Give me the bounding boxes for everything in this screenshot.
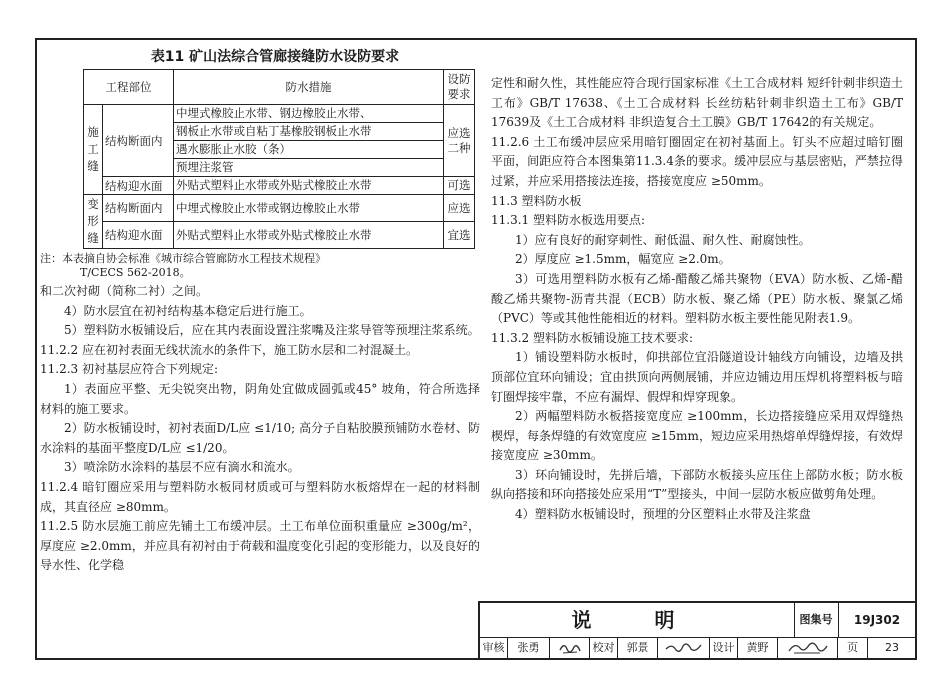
- table-cell-part: 结构断面内: [103, 195, 174, 222]
- table-cell-part: 结构断面内: [103, 105, 174, 177]
- page-label: 页: [838, 637, 868, 659]
- paragraph: 11.2.5 防水层施工前应先铺土工布缓冲层。土工布单位面积重量应 ≥300g/m²，厚度应 ≥2.0mm，并应具有初衬由于荷载和温度变化引起的变形能力，以及良好的导水性、化学稳: [40, 519, 480, 573]
- paragraph: 11.3.2 塑料防水板铺设施工技术要求:: [491, 330, 694, 345]
- table-cell-measure: 外贴式塑料止水带或外贴式橡胶止水带: [174, 177, 444, 195]
- reviewer-name: 张勇: [508, 637, 550, 659]
- group-label-char: 形: [87, 214, 99, 228]
- group-label-char: 工: [87, 142, 99, 156]
- paragraph: 2）防水板铺设时，初衬表面D/L应 ≤1/10; 高分子自粘胶膜预铺防水卷材、防水涂料的基面平整度D/L应 ≤1/20。: [40, 421, 480, 455]
- construction-joint-label: [84, 105, 103, 195]
- waterproof-spec-table: [83, 69, 475, 249]
- note-line: T/CECS 562-2018。: [80, 266, 191, 279]
- header-req-line2: 要求: [447, 87, 471, 101]
- paragraph: 5）塑料防水板铺设后，应在其内表面设置注浆嘴及注浆导管等预埋注浆系统。: [64, 323, 480, 338]
- atlas-label: 图集号: [794, 603, 839, 638]
- header-part: 工程部位: [84, 70, 174, 105]
- group-label-char: 变: [87, 197, 99, 211]
- checker-signature: [658, 637, 710, 659]
- paragraph: 4）塑料防水板铺设时，预埋的分区塑料止水带及注浆盘: [515, 507, 811, 522]
- paragraph: 和二次衬砌（简称二衬）之间。: [40, 284, 209, 298]
- table-header-row: [84, 70, 475, 105]
- paragraph: 11.2.6 土工布缓冲层应采用暗钉圈固定在初衬基面上。钉头不应超过暗钉圈平面，间距应符合本图集第11.3.4条的要求。缓冲层应与基层密贴，严禁拉得过紧，并应采用搭接法连接，搭接宽度应 ≥50mm。: [491, 134, 903, 188]
- table-cell-measure: 钢板止水带或自粘丁基橡胶钢板止水带: [174, 123, 444, 141]
- check-label: 校对: [590, 637, 618, 659]
- paragraph: 1）应有良好的耐穿刺性、耐低温、耐久性、耐腐蚀性。: [515, 232, 811, 247]
- table-row: [84, 177, 475, 195]
- header-measure: 防水措施: [174, 70, 444, 105]
- paragraph: 3）可选用塑料防水板有乙烯-醋酸乙烯共聚物（EVA）防水板、乙烯-醋酸乙烯共聚物-沥青共混（ECB）防水板、聚乙烯（PE）防水板、聚氯乙烯（PVC）等或其他性能相近的材料。塑料防水板主要性能见附表1.9。: [491, 271, 903, 326]
- req-line: 二种: [447, 140, 471, 155]
- paragraph: 11.2.4 暗钉圈应采用与塑料防水板同材质或可与塑料防水板熔焊在一起的材料制成，其直径应 ≥80mm。: [40, 479, 480, 514]
- paragraph: 1）表面应平整、无尖锐突出物，阴角处宜做成圆弧或45° 坡角，符合所选择材料的施工要求。: [40, 381, 480, 416]
- group-label-char: 施: [87, 125, 99, 139]
- paragraph: 3）喷涂防水涂料的基层不应有滴水和流水。: [64, 460, 300, 475]
- design-label: 设计: [710, 637, 738, 659]
- paragraph: 定性和耐久性，其性能应符合现行国家标准《土工合成材料 短纤针刺非织造土工布》GB/T 17638、《土工合成材料 长丝纺粘针刺非织造土工布》GB/T 17639及《土工合成材料 非织造复合土工膜》GB/T 17642的有关规定。: [491, 76, 903, 130]
- paragraph: 2）厚度应 ≥1.5mm，幅宽应 ≥2.0m。: [515, 252, 731, 267]
- signature-row: [480, 637, 916, 659]
- table-title: 表11 矿山法综合管廊接缝防水设防要求: [150, 49, 400, 65]
- paragraph: 3）环向铺设时，先拼后墙，下部防水板接头应压住上部防水板；防水板纵向搭接和环向搭接处应采用“T”型接头，中间一层防水板应做剪角处理。: [491, 467, 903, 502]
- title-block: [478, 601, 916, 659]
- table-row: [84, 222, 475, 249]
- paragraph: 11.2.3 初衬基层应符合下列规定:: [40, 362, 219, 377]
- page-number: 23: [885, 641, 899, 654]
- left-body-text: [40, 282, 480, 576]
- atlas-number: 19J302: [838, 603, 916, 638]
- table-cell-measure: 外贴式塑料止水带或外贴式橡胶止水带: [174, 222, 444, 249]
- table-cell-measure: 预埋注浆管: [174, 159, 444, 177]
- note-line: 注：本表摘自协会标准《城市综合管廊防水工程技术规程》: [40, 252, 326, 265]
- table-cell-req: 宜选: [444, 222, 475, 249]
- checker-name: 郭景: [618, 637, 658, 659]
- table-cell-part: 结构迎水面: [103, 222, 174, 249]
- table-row: [84, 105, 475, 123]
- section-heading: 11.3 塑料防水板: [491, 193, 582, 208]
- paragraph: 11.3.1 塑料防水板选用要点:: [491, 213, 646, 228]
- table-cell-req: 可选: [444, 177, 475, 195]
- header-req-line1: 设防: [447, 72, 471, 86]
- table-cell-measure: 遇水膨胀止水胶（条）: [174, 141, 444, 159]
- designer-signature: [778, 637, 838, 659]
- header-requirement: [444, 70, 475, 105]
- group-label-char: 缝: [87, 159, 99, 173]
- paragraph: 1）铺设塑料防水板时，仰拱部位宜沿隧道设计轴线方向铺设，边墙及拱顶部位宜环向铺设；宜由拱顶向两侧展铺，并应边铺边用压焊机将塑料板与暗钉圈焊接牢靠，不应有漏焊、假焊和焊穿现象。: [491, 350, 903, 404]
- table-cell-measure: 中埋式橡胶止水带、钢边橡胶止水带、: [174, 105, 444, 123]
- table-note: [40, 252, 470, 280]
- left-column: [40, 45, 480, 576]
- deformation-joint-label: [84, 195, 103, 249]
- table-cell-req: [444, 105, 475, 177]
- table-row: [84, 195, 475, 222]
- table-cell-req: 应选: [444, 195, 475, 222]
- table-cell-part: 结构迎水面: [103, 177, 174, 195]
- group-label-char: 缝: [87, 231, 99, 245]
- paragraph: 2）两幅塑料防水板搭接宽度应 ≥100mm，长边搭接缝应采用双焊缝热楔焊，每条焊缝的有效宽度应 ≥15mm，短边应采用热熔单焊缝焊接，有效焊接宽度应 ≥30mm。: [491, 409, 903, 463]
- reviewer-signature: [550, 637, 590, 659]
- sheet-title: 说 明: [480, 603, 795, 638]
- review-label: 审核: [480, 637, 508, 659]
- designer-name: 黄野: [738, 637, 778, 659]
- right-column: [491, 74, 903, 525]
- paragraph: 11.2.2 应在初衬表面无线状流水的条件下，施工防水层和二衬混凝土。: [40, 342, 418, 357]
- paragraph: 4）防水层宜在初衬结构基本稳定后进行施工。: [64, 303, 312, 318]
- req-line: 应选: [447, 125, 471, 140]
- table-cell-measure: 中埋式橡胶止水带或钢边橡胶止水带: [174, 195, 444, 222]
